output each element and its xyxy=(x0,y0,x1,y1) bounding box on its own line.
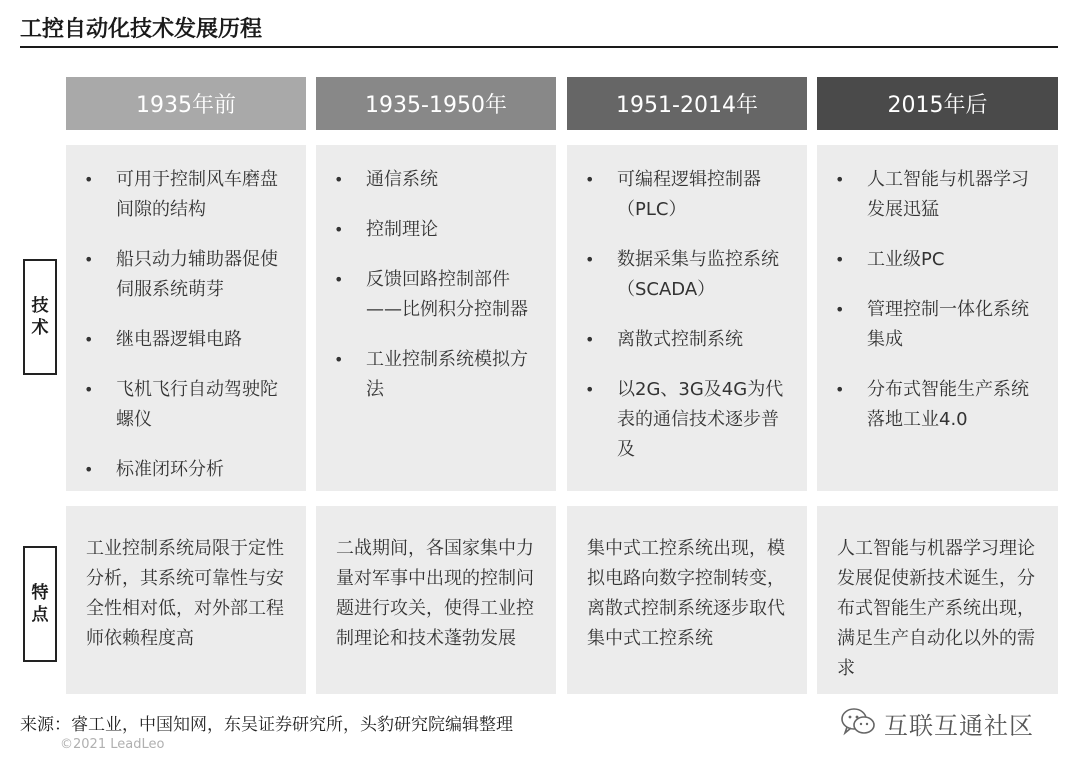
list-item: • 管理控制一体化系统集成 xyxy=(833,295,1046,355)
column-header-label: 1935-1950年 xyxy=(365,93,507,118)
column-header-label: 1935年前 xyxy=(136,93,236,118)
tech-list xyxy=(817,145,1058,435)
list-item: • 反馈回路控制部件——比例积分控制器 xyxy=(332,265,544,325)
tech-list xyxy=(66,145,306,485)
feature-cell-1 xyxy=(66,506,306,694)
column-header-1 xyxy=(66,77,306,130)
feature-cell-3 xyxy=(567,506,807,694)
tech-list xyxy=(316,145,556,405)
list-item: • 飞机飞行自动驾驶陀螺仪 xyxy=(82,375,294,435)
list-item: • 可用于控制风车磨盘间隙的结构 xyxy=(82,165,294,225)
list-item: • 数据采集与监控系统（SCADA） xyxy=(583,245,795,305)
list-item: • 工业级PC xyxy=(833,245,1046,275)
tech-cell-3 xyxy=(567,145,807,491)
tech-cell-4 xyxy=(817,145,1058,491)
column-header-2 xyxy=(316,77,556,130)
list-item: • 人工智能与机器学习发展迅猛 xyxy=(833,165,1046,225)
row-label-tech: 技术 xyxy=(23,259,57,375)
tech-cell-2 xyxy=(316,145,556,491)
wechat-icon xyxy=(840,707,876,741)
feature-text: 二战期间，各国家集中力量对军事中出现的控制问题进行攻关，使得工业控制理论和技术蓬勃发展 xyxy=(336,538,534,649)
title-divider xyxy=(20,46,1058,48)
row-label-features: 特点 xyxy=(23,546,57,662)
feature-text: 工业控制系统局限于定性分析，其系统可靠性与安全性相对低，对外部工程师依赖程度高 xyxy=(86,538,284,649)
column-header-4 xyxy=(817,77,1058,130)
list-item: • 分布式智能生产系统落地工业4.0 xyxy=(833,375,1046,435)
watermark xyxy=(840,706,1034,741)
list-item: • 船只动力辅助器促使伺服系统萌芽 xyxy=(82,245,294,305)
watermark-text: 互联互通社区 xyxy=(884,712,1034,740)
feature-cell-2 xyxy=(316,506,556,694)
list-item: • 可编程逻辑控制器（PLC） xyxy=(583,165,795,225)
tech-list xyxy=(567,145,807,465)
feature-text: 集中式工控系统出现，模拟电路向数字控制转变，离散式控制系统逐步取代集中式工控系统 xyxy=(587,538,785,649)
feature-text: 人工智能与机器学习理论发展促使新技术诞生，分布式智能生产系统出现，满足生产自动化以外的需求 xyxy=(837,538,1035,679)
list-item: • 离散式控制系统 xyxy=(583,325,795,355)
page-title: 工控自动化技术发展历程 xyxy=(20,17,263,42)
feature-cell-4 xyxy=(817,506,1058,694)
list-item: • 通信系统 xyxy=(332,165,544,195)
list-item: • 工业控制系统模拟方法 xyxy=(332,345,544,405)
source-note: 来源：睿工业，中国知网，东吴证券研究所，头豹研究院编辑整理 xyxy=(20,715,513,735)
column-header-3 xyxy=(567,77,807,130)
column-header-label: 2015年后 xyxy=(887,93,988,118)
column-header-label: 1951-2014年 xyxy=(616,93,758,118)
tech-cell-1 xyxy=(66,145,306,491)
list-item: • 标准闭环分析 xyxy=(82,455,294,485)
copyright: ©2021 LeadLeo xyxy=(60,737,165,752)
list-item: • 继电器逻辑电路 xyxy=(82,325,294,355)
list-item: • 控制理论 xyxy=(332,215,544,245)
list-item: • 以2G、3G及4G为代表的通信技术逐步普及 xyxy=(583,375,795,465)
